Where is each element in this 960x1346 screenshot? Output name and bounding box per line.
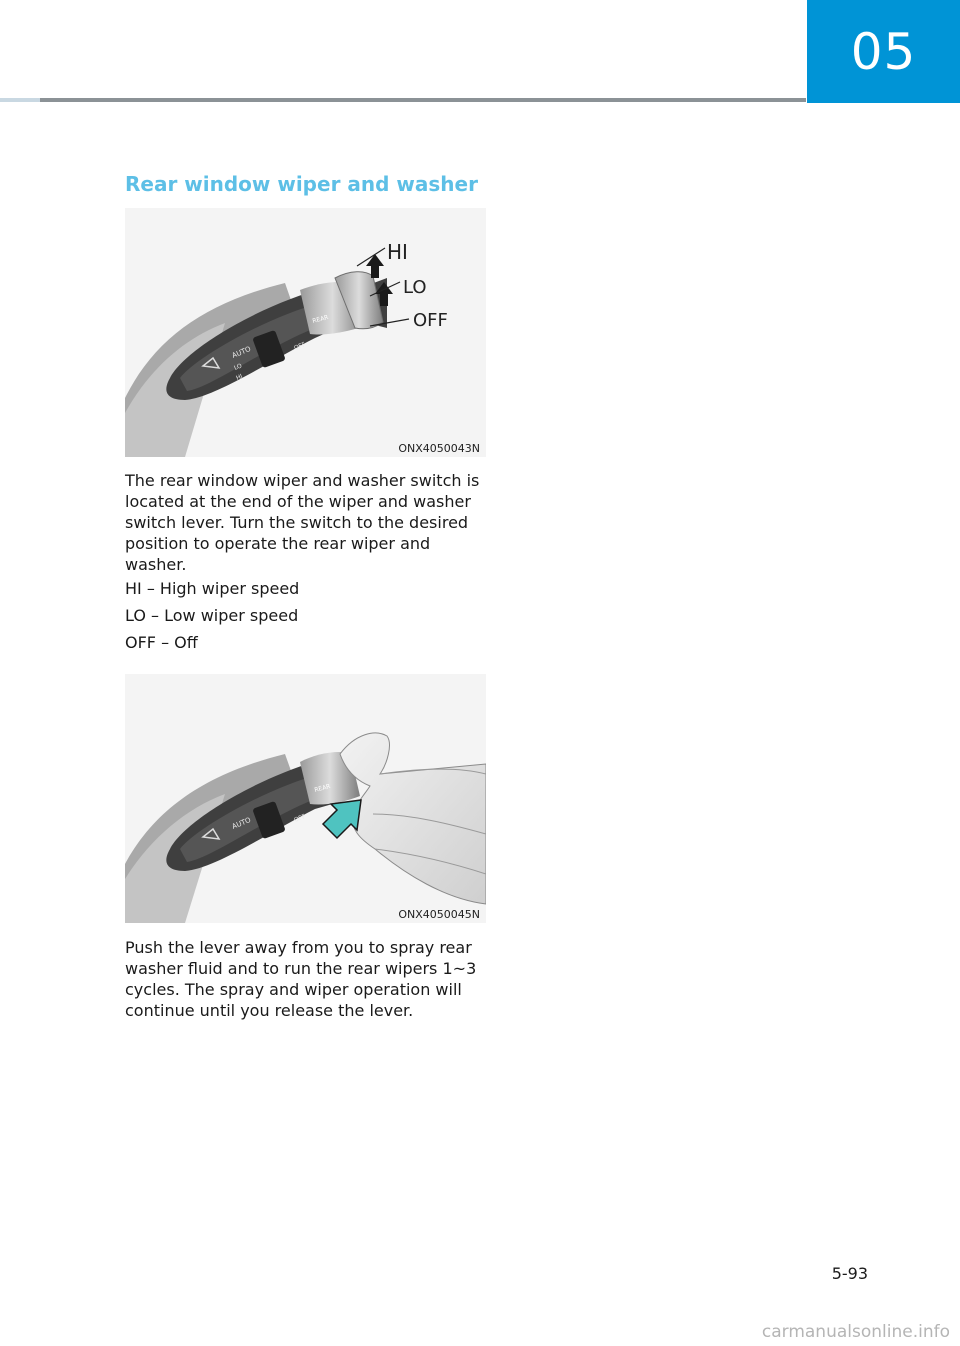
lo-description: LO – Low wiper speed bbox=[125, 606, 299, 625]
page-number: 5-93 bbox=[831, 1264, 868, 1283]
wiper-stalk-illustration bbox=[125, 208, 486, 457]
push-arrow-icon bbox=[323, 800, 361, 838]
figure-caption: ONX4050043N bbox=[398, 442, 480, 455]
intro-paragraph: The rear window wiper and washer switch is located at the end of the wiper and washer switch lever. Turn the switch to the desired position to operate the rear wiper and washer. bbox=[125, 471, 480, 574]
figure-caption: ONX4050045N bbox=[398, 908, 480, 921]
stalk-label-lo: LO bbox=[233, 362, 244, 372]
label-lo: LO bbox=[403, 277, 427, 298]
watermark: carmanualsonline.info bbox=[761, 1322, 950, 1342]
stalk-label-rear: REAR bbox=[311, 313, 330, 325]
stalk-label-rear: REAR bbox=[313, 782, 332, 794]
hi-description: HI – High wiper speed bbox=[125, 579, 300, 598]
label-off: OFF bbox=[413, 310, 448, 331]
header-rule bbox=[0, 98, 806, 102]
off-description: OFF – Off bbox=[125, 633, 198, 652]
washer-push-illustration bbox=[125, 674, 486, 923]
figure-rear-wiper-switch bbox=[125, 208, 486, 457]
stalk-label-off: OFF bbox=[293, 341, 307, 352]
figure-rear-washer-push bbox=[125, 674, 486, 923]
push-paragraph: Push the lever away from you to spray rear washer fluid and to run the rear wipers 1~3 cycles. The spray and wiper operation will continue until you release the lever. bbox=[125, 938, 477, 1020]
stalk-label-auto: AUTO bbox=[230, 345, 253, 360]
chapter-number: 05 bbox=[850, 22, 917, 81]
section-title: Rear window wiper and washer bbox=[125, 172, 478, 196]
stalk-label-auto: AUTO bbox=[230, 816, 253, 831]
label-hi: HI bbox=[387, 240, 408, 264]
chapter-tab bbox=[807, 0, 960, 103]
stalk-label-hi: HI bbox=[235, 373, 244, 382]
stalk-label-off: OFF bbox=[293, 813, 307, 824]
